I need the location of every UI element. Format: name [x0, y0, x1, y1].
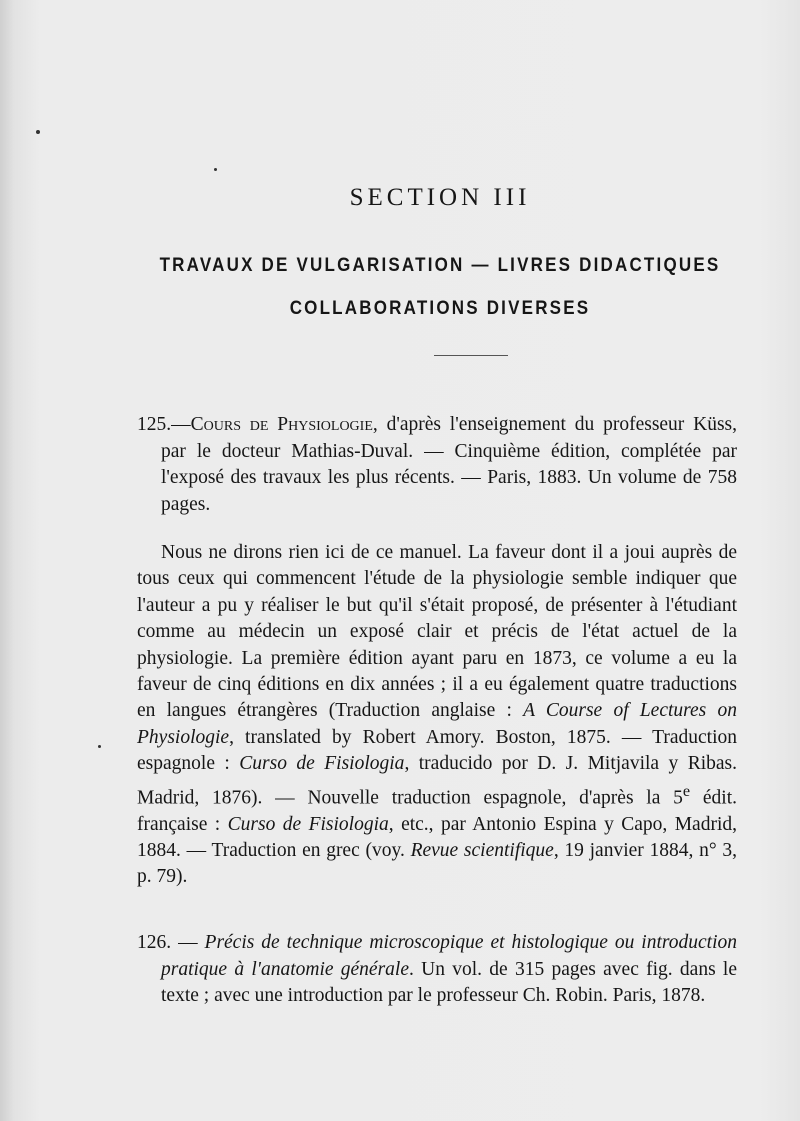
entry-title: Précis de technique microscopique et histologique ou introduction pratique à l'anatomie générale	[161, 932, 737, 980]
para-text: , 19 janvier 1884, n° 3, p. 79).	[137, 839, 738, 888]
entry-126-text	[137, 930, 737, 1010]
entry-description: . Un vol. de 315 pages avec fig. dans le texte ; avec une introduction par le professeur Ch. Robin. Paris, 1878.	[161, 958, 738, 1006]
entry-title: Cours de Physiologie	[190, 414, 373, 435]
para-italic: Revue scientifique	[410, 839, 554, 861]
section-title: SECTION III	[349, 184, 531, 211]
para-italic: A Course of Lectures on Physiologie	[137, 700, 737, 748]
entry-125-text	[137, 412, 737, 518]
para-text: Nous ne dirons rien ici de ce manuel. La faveur dont il a joui auprès de tous ceux qui commencent l'étude de la physiologie semble indiquer que l'auteur a pu y réaliser le but qu'il s'était proposé, de présenter à l'étudiant comme au médecin un exposé clair et précis de l'état actuel de la physiologie. La première édition ayant paru en 1873, ce volume a eu la faveur de cinq éditions en dix années ; il a eu également quatre traductions en langues étrangères (Traduction anglaise :	[137, 542, 737, 722]
entry-dash: —	[171, 414, 191, 435]
para-superscript: e	[682, 781, 691, 800]
speck-mark	[214, 168, 217, 171]
para-text: , translated by Robert Amory. Boston, 1875. — Traduction espagnole :	[137, 726, 737, 775]
para-text: , etc., par Antonio Espina y Capo, Madrid, 1884. — Traduction en grec (voy.	[137, 813, 737, 861]
para-italic: Curso de Fisiologia	[227, 813, 389, 835]
separator-rule	[434, 355, 508, 356]
heading-line-1: TRAVAUX DE VULGARISATION — LIVRES DIDACTIQUES	[159, 253, 721, 276]
entry-number: 125.	[137, 414, 172, 435]
para-text: , traducido por D. J. Mitjavila y Ribas. Madrid, 1876). — Nouvelle traduction espagnole, d'après la 5	[137, 753, 737, 809]
paragraph-125	[137, 540, 737, 891]
speck-mark	[36, 130, 40, 134]
speck-mark	[98, 745, 101, 748]
heading-line-2: COLLABORATIONS DIVERSES	[289, 296, 591, 319]
para-italic: Curso de Fisiologia	[239, 753, 405, 775]
entry-126	[137, 930, 737, 1010]
para-text: édit. française :	[137, 787, 737, 835]
entry-125	[137, 412, 737, 518]
entry-description: , d'après l'enseignement du professeur Küss, par le docteur Mathias-Duval. — Cinquième édition, complétée par l'exposé des travaux les plus récents. — Paris, 1883. Un volume de 758 pages.	[161, 414, 738, 515]
entry-number: 126.	[137, 932, 172, 953]
entry-dash: —	[171, 932, 205, 953]
